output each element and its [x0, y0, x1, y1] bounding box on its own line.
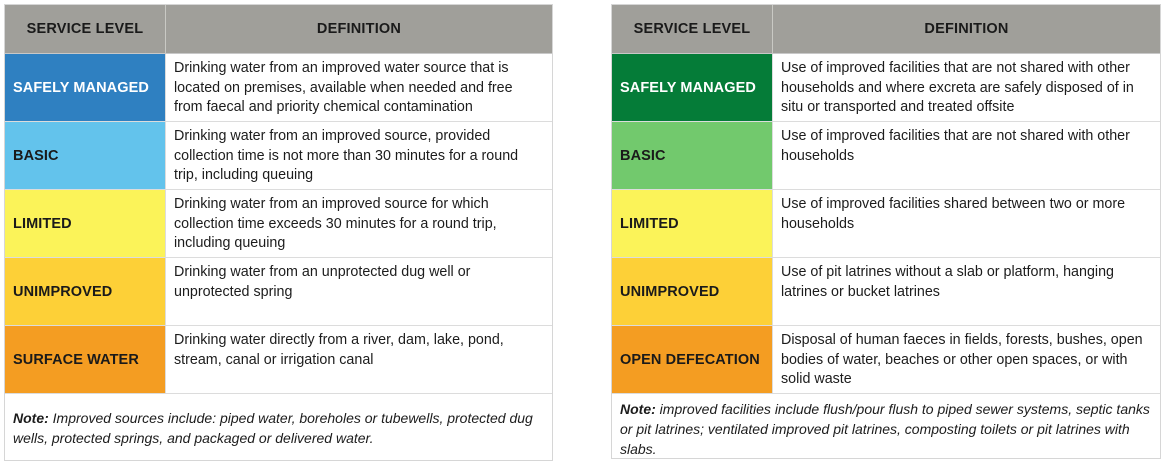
header-definition: DEFINITION: [316, 21, 402, 37]
table-header: [612, 5, 1160, 54]
service-level-label: UNIMPROVED: [5, 258, 166, 325]
drinking-water-service-ladder-table: [4, 4, 553, 461]
definition-cell: Use of pit latrines without a slab or platform, hanging latrines or bucket latrines: [781, 264, 1114, 300]
definition-cell: Drinking water from an improved source for which collection time exceeds 30 minutes for a round trip, including queuing: [174, 196, 497, 251]
header-service-level: SERVICE LEVEL: [5, 5, 166, 53]
definition-cell: Drinking water directly from a river, dam, lake, pond, stream, canal or irrigation canal: [174, 332, 504, 368]
table-row-unimproved: [5, 258, 552, 326]
note-label: Note:: [13, 410, 49, 426]
definition-cell: Disposal of human faeces in fields, forests, bushes, open bodies of water, beaches or other open spaces, or with solid waste: [781, 332, 1143, 387]
sanitation-service-ladder-table: [611, 4, 1161, 459]
table-row-safely-managed: [5, 54, 552, 122]
table-note: [612, 394, 1160, 458]
definition-cell: Drinking water from an improved water source that is located on premises, available when needed and free from faecal and priority chemical contamination: [174, 60, 513, 115]
definition-cell: Drinking water from an unprotected dug well or unprotected spring: [174, 264, 471, 300]
table-header: [5, 5, 552, 54]
note-label: Note:: [620, 401, 656, 417]
header-definition: DEFINITION: [924, 21, 1009, 37]
service-level-label: SAFELY MANAGED: [612, 54, 773, 121]
table-row-basic: [5, 122, 552, 190]
note-text: Improved sources include: piped water, boreholes or tubewells, protected dug wells, protected springs, and packaged or delivered water.: [13, 410, 533, 446]
definition-cell: Use of improved facilities that are not shared with other households: [781, 128, 1130, 164]
definition-cell: Use of improved facilities that are not shared with other households and where excreta are safely disposed of in situ or transported and treated offsite: [781, 60, 1134, 115]
table-row-surface-water: [5, 326, 552, 394]
table-row-limited: [5, 190, 552, 258]
table-row-open-defecation: [612, 326, 1160, 394]
table-note: [5, 394, 552, 460]
table-row-basic: [612, 122, 1160, 190]
header-service-level: SERVICE LEVEL: [612, 5, 773, 53]
service-level-label: LIMITED: [5, 190, 166, 257]
service-level-label: SURFACE WATER: [5, 326, 166, 393]
table-row-safely-managed: [612, 54, 1160, 122]
table-row-limited: [612, 190, 1160, 258]
definition-cell: Use of improved facilities shared between two or more households: [781, 196, 1126, 232]
service-level-label: LIMITED: [612, 190, 773, 257]
note-text: improved facilities include flush/pour flush to piped sewer systems, septic tanks or pit latrines; ventilated improved pit latrines, composting toilets or pit latrines with slabs.: [620, 401, 1150, 457]
service-level-label: BASIC: [612, 122, 773, 189]
definition-cell: Drinking water from an improved source, provided collection time is not more than 30 minutes for a round trip, including queuing: [174, 128, 519, 183]
service-level-label: SAFELY MANAGED: [5, 54, 166, 121]
service-level-label: OPEN DEFECATION: [612, 326, 773, 393]
table-row-unimproved: [612, 258, 1160, 326]
service-level-label: BASIC: [5, 122, 166, 189]
service-level-label: UNIMPROVED: [612, 258, 773, 325]
